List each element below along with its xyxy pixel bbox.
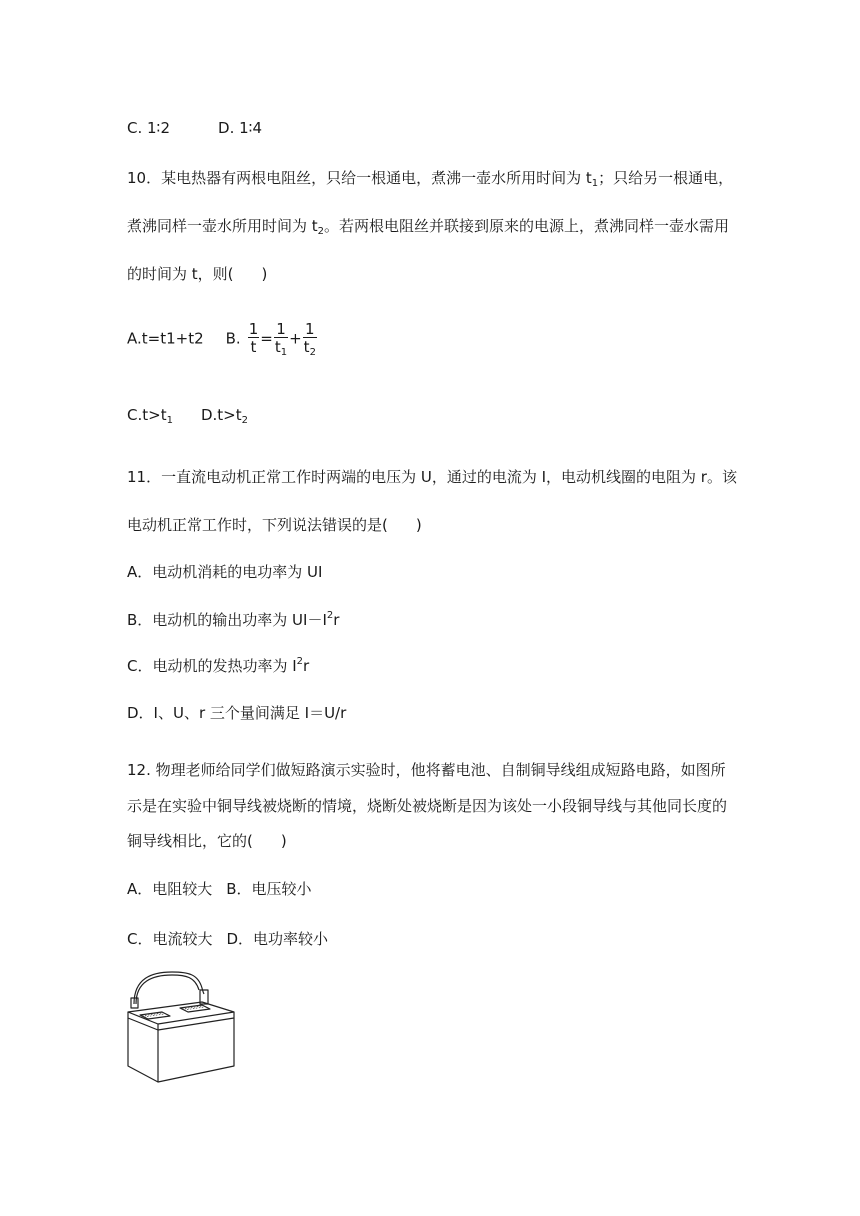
q10-stem-line1: 10．某电热器有两根电阻丝，只给一根通电，煮沸一壶水所用时间为 $t_1$；只给另一根通电， bbox=[127, 169, 734, 189]
q9-option-d: D. 1∶4 bbox=[218, 119, 263, 137]
q10-options-cd bbox=[127, 405, 248, 425]
q12-option-a: A．电阻较大 bbox=[127, 880, 213, 898]
q10-option-b-label: B. bbox=[225, 329, 241, 348]
q10-option-a: A.t=t1+t2 bbox=[127, 329, 204, 348]
q12-stem-line1: 12. 物理老师给同学们做短路演示实验时，他将蓄电池、自制铜导线组成短路电路，如图所 bbox=[127, 761, 726, 779]
q12-stem-line3: 铜导线相比，它的( ) bbox=[127, 832, 287, 850]
q11-stem-line1: 11．一直流电动机正常工作时两端的电压为 U，通过的电流为 I，电动机线圈的电阻为 r。该 bbox=[127, 468, 737, 486]
q12-option-b: B．电压较小 bbox=[226, 880, 312, 898]
q12-option-d: D．电功率较小 bbox=[226, 930, 329, 948]
q12-options-cd bbox=[127, 929, 328, 949]
q10-fraction-1-over-t1: $\frac{1}{t_1}$ bbox=[274, 320, 288, 358]
q11-option-c: C．电动机的发热功率为 $I^2r$ bbox=[127, 656, 310, 675]
q11-option-d: D．I、U、r 三个量间满足 I＝U/r bbox=[127, 704, 347, 722]
q10-option-c: $C.t>t_1$ bbox=[127, 406, 173, 426]
q10-stem-line3: 的时间为 t，则( ) bbox=[127, 265, 268, 283]
q10-fraction-1-over-t2: $\frac{1}{t_2}$ bbox=[303, 320, 316, 358]
q11-stem-line2: 电动机正常工作时，下列说法错误的是( ) bbox=[127, 516, 422, 534]
q12-options-ab bbox=[127, 879, 312, 899]
q12-option-c: C．电流较大 bbox=[127, 930, 213, 948]
q9-option-c: C. 1∶2 bbox=[127, 119, 171, 137]
q11-option-b: B．电动机的输出功率为 $UI-I^2r$ bbox=[127, 610, 340, 629]
q9-options-cd bbox=[127, 118, 262, 138]
q11-option-a: A．电动机消耗的电功率为 UI bbox=[127, 563, 323, 581]
q10-options-ab: A.t=t1+t2 B. $\frac{1}{t}$ = $\frac{1}{t_1}$ + $\frac{1}{t_2}$ bbox=[127, 320, 316, 358]
q10-fraction-1-over-t: $\frac{1}{t}$ bbox=[248, 320, 259, 356]
q12-stem-line2: 示是在实验中铜导线被烧断的情境，烧断处被烧断是因为该处一小段铜导线与其他同长度的 bbox=[127, 797, 728, 815]
q10-option-d: $D.t>t_2$ bbox=[200, 406, 248, 426]
battery-short-circuit-illustration bbox=[122, 968, 252, 1088]
q10-stem-line2: 煮沸同样一壶水所用时间为 $t_2$。若两根电阻丝并联接到原来的电源上，煮沸同样一壶水需用 bbox=[127, 217, 730, 237]
